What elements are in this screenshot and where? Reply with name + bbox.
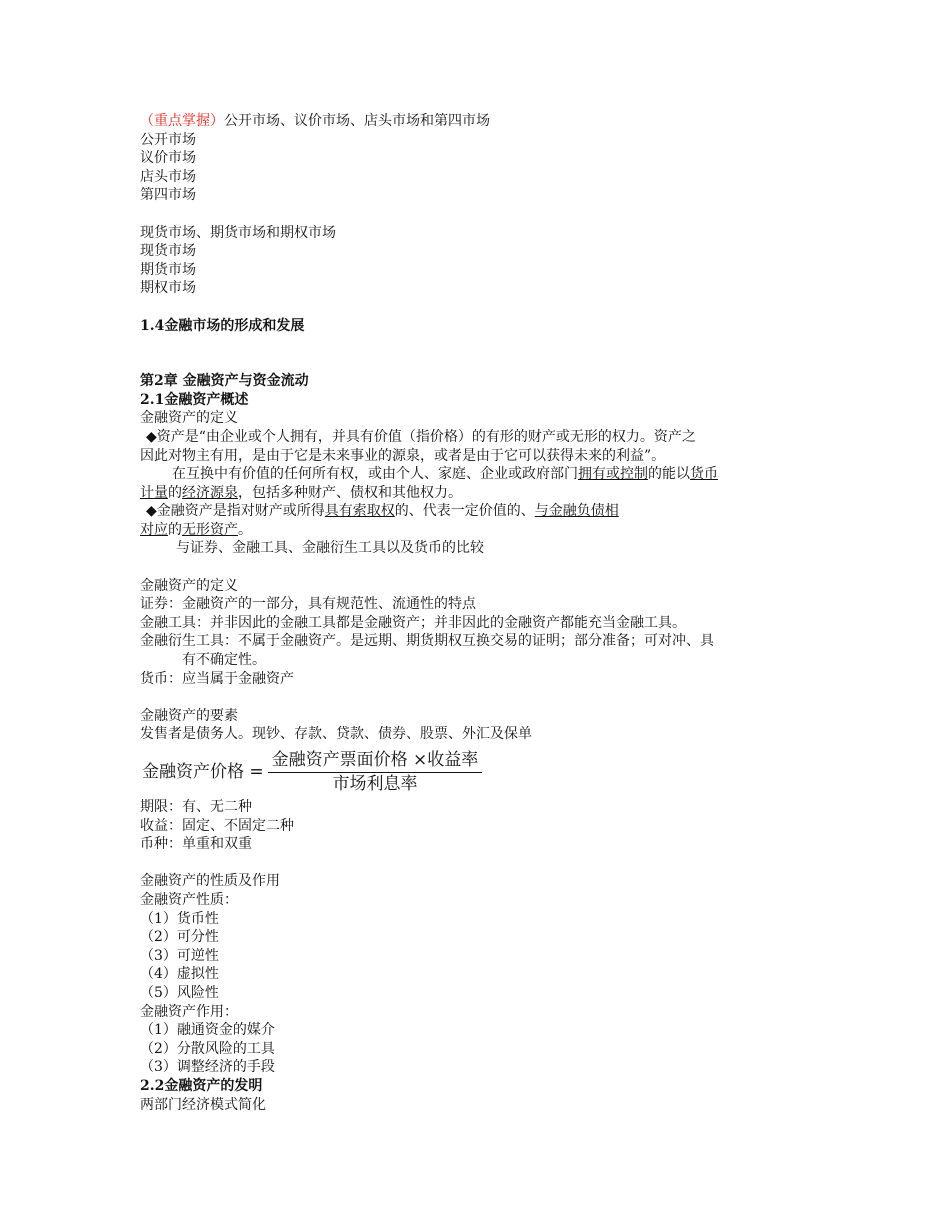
financial-asset-line-1: ◆金融资产是指对财产或所得具有索取权的、代表一定价值的、与金融负债相: [146, 503, 619, 520]
list-item: （3）可逆性: [140, 947, 219, 964]
definition-title-2: 金融资产的定义: [140, 577, 238, 594]
ownership-line-1: 在互换中有价值的任何所有权，或由个人、家庭、企业或政府部门拥有或控制的能以货币: [172, 466, 718, 483]
section-heading-1-4: 1.4金融市场的形成和发展: [140, 317, 305, 334]
formula-fraction: [268, 751, 483, 793]
list-item: 期货市场: [140, 261, 196, 278]
list-item: （3）调整经济的手段: [140, 1059, 275, 1076]
list-item: （2）分散风险的工具: [140, 1040, 275, 1057]
ownership-line-2: 计量的经济源泉，包括多种财产、债权和其他权力。: [140, 484, 462, 501]
functions-title: 金融资产作用：: [140, 1003, 238, 1020]
list-item: （1）融通资金的媒介: [140, 1022, 275, 1039]
markets-title: 公开市场、议价市场、店头市场和第四市场: [224, 113, 490, 129]
list-item: 店头市场: [140, 168, 196, 185]
issuer-line: 发售者是债务人。现钞、存款、贷款、债券、股票、外汇及保单: [140, 726, 532, 743]
document-page: [140, 112, 830, 1114]
list-item: （5）风险性: [140, 984, 219, 1001]
section-heading-2-2: 2.2金融资产的发明: [140, 1077, 263, 1094]
money-line: 货币：应当属于金融资产: [140, 670, 294, 687]
currency-line: 币种：单重和双重: [140, 836, 252, 853]
formula-numerator: 金融资产票面价格 ×收益率: [268, 751, 483, 773]
derivatives-line-1: 金融衍生工具：不属于金融资产。是远期、期货期权互换交易的证明；部分准备；可对冲、具: [140, 633, 714, 650]
instruments-line: 金融工具：并非因此的金融工具都是金融资产；并非因此的金融资产都能充当金融工具。: [140, 614, 686, 631]
key-point-tag: （重点掌握）: [140, 113, 224, 129]
list-item: 现货市场: [140, 243, 196, 260]
income-line: 收益：固定、不固定二种: [140, 817, 294, 834]
formula-denominator: 市场利息率: [332, 773, 418, 794]
chapter-2-title: 第2章 金融资产与资金流动: [140, 373, 309, 390]
list-item: （1）货币性: [140, 910, 219, 927]
list-item: 第四市场: [140, 187, 196, 204]
elements-title: 金融资产的要素: [140, 707, 238, 724]
term-line: 期限：有、无二种: [140, 799, 252, 815]
section-heading-2-1: 2.1金融资产概述: [140, 391, 249, 408]
properties-title: 金融资产性质：: [140, 891, 238, 908]
formula-lhs: 金融资产价格 =: [142, 761, 264, 782]
definition-title: 金融资产的定义: [140, 410, 238, 427]
markets-heading: [140, 112, 830, 131]
two-sector-line: 两部门经济模式简化: [140, 1096, 266, 1113]
list-item: 议价市场: [140, 150, 196, 167]
spot-heading: 现货市场、期货市场和期权市场: [140, 224, 336, 241]
financial-asset-line-2: 对应的无形资产。: [140, 521, 252, 538]
underlined-term: 货币: [690, 466, 718, 483]
asset-definition-line-1: ◆资产是“由企业或个人拥有，并具有价值（指价格）的有形的财产或无形的权力。资产之: [146, 428, 696, 445]
nature-title: 金融资产的性质及作用: [140, 873, 280, 890]
derivatives-line-2: 有不确定性。: [182, 652, 266, 669]
comparison-line: 与证券、金融工具、金融衍生工具以及货币的比较: [176, 540, 484, 557]
list-item: （2）可分性: [140, 929, 219, 946]
price-formula: [140, 746, 830, 798]
asset-definition-line-2: 因此对物主有用，是由于它是未来事业的源泉，或者是由于它可以获得未来的利益”。: [140, 447, 666, 464]
securities-line: 证券：金融资产的一部分，具有规范性、流通性的特点: [140, 596, 476, 613]
underlined-term: 拥有或控制: [578, 466, 648, 483]
list-item: （4）虚拟性: [140, 966, 219, 983]
underlined-term: 对应: [140, 521, 168, 538]
underlined-term: 计量: [140, 484, 168, 501]
underlined-term: 具有索取权: [324, 503, 395, 520]
underlined-term: 与金融负债相: [534, 503, 619, 520]
list-item: 期权市场: [140, 280, 196, 297]
underlined-term: 经济源泉: [182, 484, 238, 501]
list-item: 公开市场: [140, 131, 196, 148]
underlined-term: 无形资产: [182, 521, 238, 538]
